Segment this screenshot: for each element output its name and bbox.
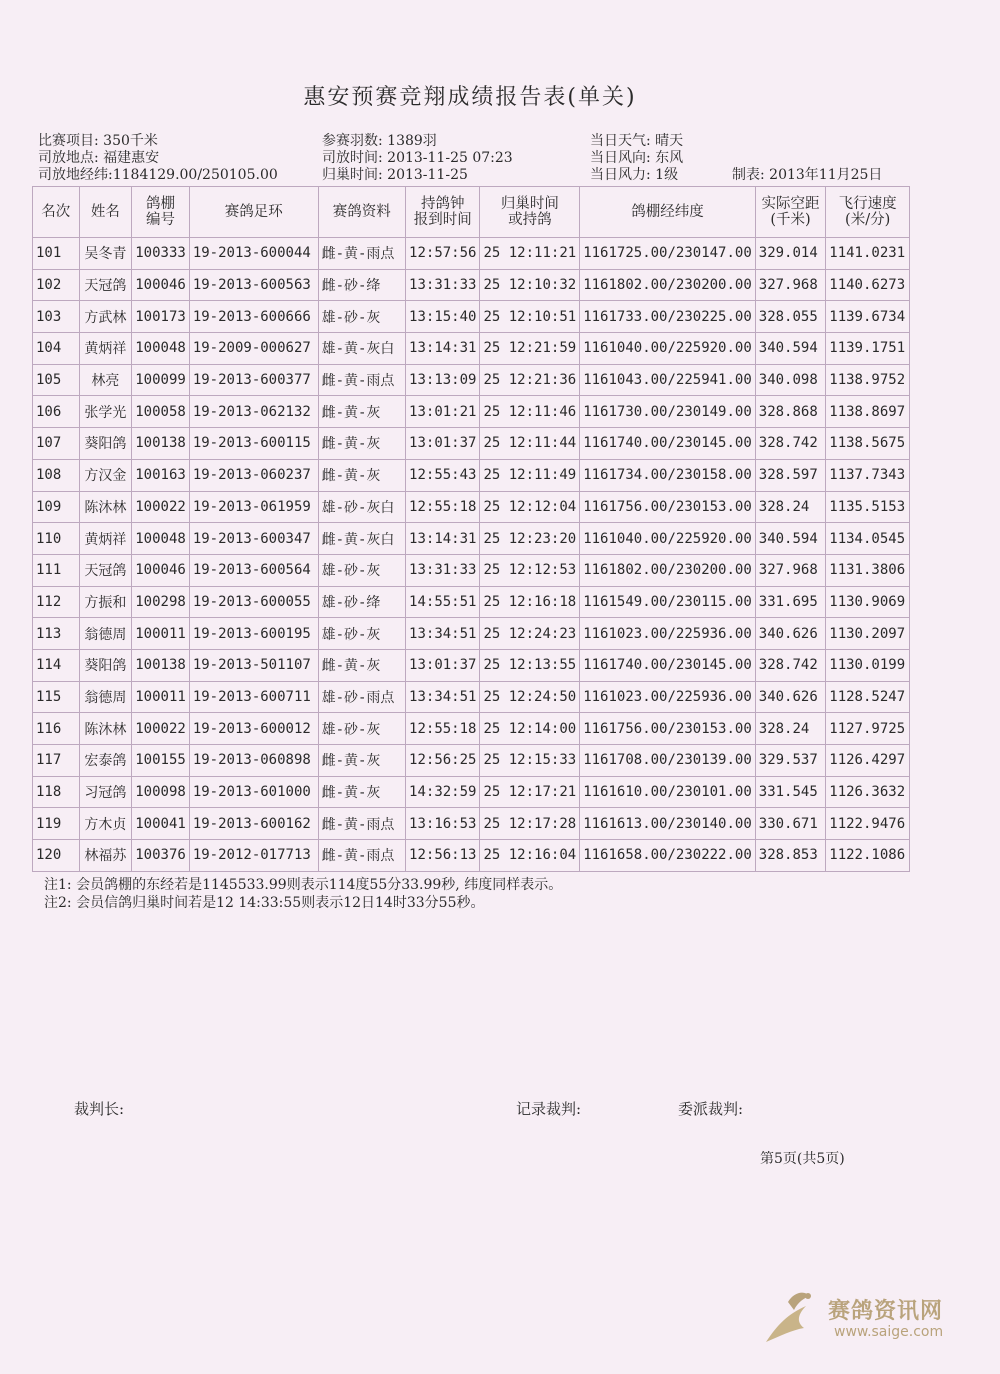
table-row [33, 840, 910, 872]
column-header-line: (米/分) [845, 212, 891, 228]
table-cell: 340.594 [755, 333, 826, 365]
table-cell: 张学光 [79, 396, 132, 428]
table-cell: 12:55:18 [406, 713, 480, 745]
table-cell: 329.014 [755, 238, 826, 270]
table-cell: 13:14:31 [406, 333, 480, 365]
table-cell: 1130.2097 [826, 618, 910, 650]
table-cell: 陈沐林 [79, 713, 132, 745]
table-cell: 328.742 [755, 428, 826, 460]
table-cell: 117 [33, 745, 80, 777]
table-cell: 19-2012-017713 [189, 840, 318, 872]
column-header-line: 赛鸽资料 [332, 204, 391, 220]
table-cell: 1140.6273 [826, 269, 910, 301]
column-header [406, 187, 480, 238]
table-body [33, 238, 910, 872]
table-cell: 119 [33, 808, 80, 840]
table-cell: 天冠鸽 [79, 269, 132, 301]
watermark-logo [758, 1284, 968, 1354]
table-cell: 19-2013-600564 [189, 554, 318, 586]
signature-recorder: 记录裁判: [516, 1100, 582, 1118]
table-cell: 陈沐林 [79, 491, 132, 523]
table-cell: 葵阳鸽 [79, 428, 132, 460]
table-header-row [33, 187, 910, 238]
table-cell: 100048 [132, 523, 190, 555]
table-cell: 13:01:21 [406, 396, 480, 428]
table-cell: 103 [33, 301, 80, 333]
table-cell: 116 [33, 713, 80, 745]
table-cell: 25 12:10:51 [480, 301, 580, 333]
table-cell: 1161740.00/230145.00 [580, 428, 756, 460]
table-cell: 天冠鸽 [79, 554, 132, 586]
table-cell: 12:55:18 [406, 491, 480, 523]
table-cell: 100041 [132, 808, 190, 840]
table-cell: 1161725.00/230147.00 [580, 238, 756, 270]
table-row [33, 776, 910, 808]
table-cell: 19-2013-060237 [189, 459, 318, 491]
table-cell: 25 12:12:53 [480, 554, 580, 586]
table-cell: 25 12:16:18 [480, 586, 580, 618]
table-cell: 12:56:25 [406, 745, 480, 777]
meta-return-time: 归巢时间: 2013-11-25 [322, 167, 468, 183]
table-cell: 1161756.00/230153.00 [580, 491, 756, 523]
table-cell: 25 12:10:32 [480, 269, 580, 301]
table-row [33, 745, 910, 777]
table-cell: 1122.1086 [826, 840, 910, 872]
table-cell: 19-2013-061959 [189, 491, 318, 523]
meta-location: 司放地点: 福建惠安 [38, 150, 160, 166]
column-header-line: 编号 [146, 212, 176, 228]
watermark-name: 赛鸽资讯网 [828, 1299, 944, 1324]
table-cell: 翁德周 [79, 618, 132, 650]
table-cell: 100046 [132, 554, 190, 586]
table-cell: 12:57:56 [406, 238, 480, 270]
table-cell: 雌-黄-灰 [318, 776, 405, 808]
column-header-line: 飞行速度 [838, 196, 897, 212]
table-cell: 19-2013-600115 [189, 428, 318, 460]
column-header [480, 187, 580, 238]
meta-coords: 司放地经纬:1184129.00/250105.00 [38, 167, 278, 183]
table-cell: 14:55:51 [406, 586, 480, 618]
table-cell: 1161610.00/230101.00 [580, 776, 756, 808]
signature-chief-judge: 裁判长: [74, 1100, 125, 1118]
column-header [580, 187, 756, 238]
table-cell: 25 12:14:00 [480, 713, 580, 745]
table-cell: 25 12:21:59 [480, 333, 580, 365]
table-cell: 1131.3806 [826, 554, 910, 586]
table-cell: 1161040.00/225920.00 [580, 523, 756, 555]
table-cell: 100098 [132, 776, 190, 808]
signature-delegate: 委派裁判: [678, 1100, 744, 1118]
table-cell: 13:14:31 [406, 523, 480, 555]
column-header-line: 持鸽钟 [421, 196, 465, 212]
table-cell: 雌-黄-灰 [318, 428, 405, 460]
table-cell: 19-2013-600055 [189, 586, 318, 618]
meta-weather: 当日天气: 晴天 [590, 133, 684, 149]
results-table [32, 186, 910, 872]
table-cell: 25 12:24:50 [480, 681, 580, 713]
table-cell: 340.626 [755, 618, 826, 650]
table-cell: 19-2013-600711 [189, 681, 318, 713]
table-row [33, 459, 910, 491]
table-cell: 黄炳祥 [79, 523, 132, 555]
column-header-line: 实际空距 [761, 196, 820, 212]
table-cell: 100298 [132, 586, 190, 618]
table-cell: 翁德周 [79, 681, 132, 713]
table-cell: 328.597 [755, 459, 826, 491]
table-cell: 107 [33, 428, 80, 460]
table-cell: 100163 [132, 459, 190, 491]
table-cell: 黄炳祥 [79, 333, 132, 365]
table-cell: 100173 [132, 301, 190, 333]
table-row [33, 491, 910, 523]
report-title: 惠安预赛竞翔成绩报告表(单关) [303, 85, 637, 110]
column-header [79, 187, 132, 238]
table-cell: 106 [33, 396, 80, 428]
table-cell: 25 12:11:21 [480, 238, 580, 270]
table-cell: 111 [33, 554, 80, 586]
table-cell: 1161756.00/230153.00 [580, 713, 756, 745]
column-header [189, 187, 318, 238]
table-cell: 327.968 [755, 554, 826, 586]
table-cell: 习冠鸽 [79, 776, 132, 808]
table-cell: 14:32:59 [406, 776, 480, 808]
column-header-line: 姓名 [90, 204, 120, 220]
note-1: 注1: 会员鸽棚的东经若是1145533.99则表示114度55分33.99秒, 纬度同样表示。 [44, 877, 563, 893]
table-cell: 林福苏 [79, 840, 132, 872]
table-cell: 1161802.00/230200.00 [580, 554, 756, 586]
table-cell: 1138.8697 [826, 396, 910, 428]
table-cell: 1122.9476 [826, 808, 910, 840]
table-cell: 327.968 [755, 269, 826, 301]
table-cell: 1127.9725 [826, 713, 910, 745]
table-cell: 19-2013-501107 [189, 649, 318, 681]
table-cell: 115 [33, 681, 80, 713]
table-cell: 雌-黄-灰白 [318, 523, 405, 555]
table-cell: 25 12:17:21 [480, 776, 580, 808]
column-header-line: 鸽棚经纬度 [631, 204, 704, 220]
table-row [33, 649, 910, 681]
table-cell: 1139.1751 [826, 333, 910, 365]
table-cell: 328.24 [755, 713, 826, 745]
column-header [33, 187, 80, 238]
table-cell: 100022 [132, 713, 190, 745]
table-cell: 328.868 [755, 396, 826, 428]
table-cell: 雌-黄-雨点 [318, 840, 405, 872]
column-header [132, 187, 190, 238]
column-header-line: 归巢时间 [500, 196, 559, 212]
table-cell: 100011 [132, 681, 190, 713]
table-cell: 雌-黄-灰 [318, 649, 405, 681]
table-row [33, 269, 910, 301]
table-cell: 118 [33, 776, 80, 808]
pigeon-logo-icon [758, 1284, 828, 1354]
table-cell: 25 12:11:46 [480, 396, 580, 428]
table-cell: 100022 [132, 491, 190, 523]
table-cell: 25 12:11:44 [480, 428, 580, 460]
table-cell: 1138.5675 [826, 428, 910, 460]
table-cell: 19-2013-062132 [189, 396, 318, 428]
table-cell: 13:16:53 [406, 808, 480, 840]
column-header-line: (千米) [770, 212, 811, 228]
table-cell: 100155 [132, 745, 190, 777]
table-cell: 100138 [132, 428, 190, 460]
table-cell: 328.24 [755, 491, 826, 523]
table-cell: 104 [33, 333, 80, 365]
table-cell: 1161040.00/225920.00 [580, 333, 756, 365]
table-row [33, 554, 910, 586]
table-cell: 330.671 [755, 808, 826, 840]
table-cell: 105 [33, 364, 80, 396]
table-cell: 吴冬青 [79, 238, 132, 270]
column-header-line: 名次 [41, 204, 71, 220]
table-cell: 13:34:51 [406, 618, 480, 650]
table-cell: 331.545 [755, 776, 826, 808]
table-cell: 雌-黄-雨点 [318, 364, 405, 396]
table-cell: 1161549.00/230115.00 [580, 586, 756, 618]
column-header-line: 鸽棚 [146, 196, 176, 212]
table-cell: 109 [33, 491, 80, 523]
table-cell: 12:55:43 [406, 459, 480, 491]
table-row [33, 396, 910, 428]
table-cell: 25 12:11:49 [480, 459, 580, 491]
table-cell: 19-2013-600666 [189, 301, 318, 333]
table-cell: 25 12:15:33 [480, 745, 580, 777]
table-cell: 19-2013-600347 [189, 523, 318, 555]
table-cell: 1161733.00/230225.00 [580, 301, 756, 333]
table-cell: 1138.9752 [826, 364, 910, 396]
table-cell: 1141.0231 [826, 238, 910, 270]
table-cell: 19-2013-600012 [189, 713, 318, 745]
table-cell: 13:31:33 [406, 554, 480, 586]
table-cell: 1161802.00/230200.00 [580, 269, 756, 301]
table-cell: 13:01:37 [406, 649, 480, 681]
note-2: 注2: 会员信鸽归巢时间若是12 14:33:55则表示12日14时33分55秒。 [44, 895, 485, 911]
table-cell: 雄-砂-灰 [318, 554, 405, 586]
table-cell: 1161734.00/230158.00 [580, 459, 756, 491]
table-cell: 雌-黄-雨点 [318, 808, 405, 840]
table-cell: 雄-黄-灰白 [318, 333, 405, 365]
table-cell: 宏泰鸽 [79, 745, 132, 777]
table-row [33, 333, 910, 365]
table-cell: 1135.5153 [826, 491, 910, 523]
table-cell: 1161023.00/225936.00 [580, 681, 756, 713]
table-cell: 方武林 [79, 301, 132, 333]
meta-event: 比赛项目: 350千米 [38, 133, 158, 149]
column-header [826, 187, 910, 238]
table-cell: 雌-黄-灰 [318, 459, 405, 491]
table-cell: 1161708.00/230139.00 [580, 745, 756, 777]
table-cell: 112 [33, 586, 80, 618]
table-cell: 雄-砂-灰 [318, 618, 405, 650]
table-cell: 100048 [132, 333, 190, 365]
table-cell: 19-2009-000627 [189, 333, 318, 365]
column-header [318, 187, 405, 238]
table-row [33, 238, 910, 270]
page-number: 第5页(共5页) [760, 1151, 845, 1167]
table-cell: 1130.0199 [826, 649, 910, 681]
table-cell: 雌-黄-灰 [318, 745, 405, 777]
table-cell: 100058 [132, 396, 190, 428]
table-cell: 19-2013-600195 [189, 618, 318, 650]
table-cell: 雄-砂-灰白 [318, 491, 405, 523]
table-cell: 1139.6734 [826, 301, 910, 333]
table-row [33, 681, 910, 713]
table-cell: 25 12:13:55 [480, 649, 580, 681]
meta-wind-force: 当日风力: 1级 [590, 167, 679, 183]
table-cell: 328.742 [755, 649, 826, 681]
table-cell: 19-2013-600044 [189, 238, 318, 270]
table-cell: 25 12:23:20 [480, 523, 580, 555]
table-cell: 120 [33, 840, 80, 872]
table-cell: 108 [33, 459, 80, 491]
table-cell: 13:31:33 [406, 269, 480, 301]
table-cell: 雄-砂-绛 [318, 586, 405, 618]
table-cell: 19-2013-600563 [189, 269, 318, 301]
table-cell: 25 12:21:36 [480, 364, 580, 396]
table-cell: 1130.9069 [826, 586, 910, 618]
meta-made-date: 制表: 2013年11月25日 [732, 167, 883, 183]
table-cell: 100138 [132, 649, 190, 681]
table-cell: 101 [33, 238, 80, 270]
table-cell: 雄-砂-灰 [318, 713, 405, 745]
table-cell: 1126.4297 [826, 745, 910, 777]
meta-entries: 参赛羽数: 1389羽 [322, 133, 437, 149]
table-cell: 雄-砂-灰 [318, 301, 405, 333]
table-cell: 12:56:13 [406, 840, 480, 872]
table-row [33, 808, 910, 840]
table-cell: 1128.5247 [826, 681, 910, 713]
table-cell: 340.626 [755, 681, 826, 713]
table-cell: 110 [33, 523, 80, 555]
table-cell: 1161740.00/230145.00 [580, 649, 756, 681]
table-cell: 1161023.00/225936.00 [580, 618, 756, 650]
column-header [755, 187, 826, 238]
table-cell: 雄-砂-雨点 [318, 681, 405, 713]
table-cell: 13:13:09 [406, 364, 480, 396]
table-row [33, 301, 910, 333]
table-cell: 1161613.00/230140.00 [580, 808, 756, 840]
table-cell: 林亮 [79, 364, 132, 396]
table-cell: 1161730.00/230149.00 [580, 396, 756, 428]
table-cell: 13:01:37 [406, 428, 480, 460]
column-header-line: 报到时间 [413, 212, 472, 228]
table-cell: 100046 [132, 269, 190, 301]
table-cell: 100011 [132, 618, 190, 650]
table-cell: 19-2013-600377 [189, 364, 318, 396]
notes [44, 876, 562, 912]
table-row [33, 364, 910, 396]
column-header-line: 赛鸽足环 [224, 204, 283, 220]
table-cell: 1161043.00/225941.00 [580, 364, 756, 396]
table-cell: 25 12:12:04 [480, 491, 580, 523]
table-cell: 100376 [132, 840, 190, 872]
table-cell: 340.098 [755, 364, 826, 396]
column-header-line: 或持鸽 [508, 212, 552, 228]
meta-release-time: 司放时间: 2013-11-25 07:23 [322, 150, 513, 166]
table-cell: 方木贞 [79, 808, 132, 840]
table-cell: 方振和 [79, 586, 132, 618]
table-cell: 102 [33, 269, 80, 301]
watermark-url: www.saige.com [834, 1324, 944, 1340]
table-row [33, 586, 910, 618]
table-cell: 1134.0545 [826, 523, 910, 555]
table-cell: 19-2013-600162 [189, 808, 318, 840]
meta-wind-dir: 当日风向: 东风 [590, 150, 684, 166]
table-cell: 25 12:24:23 [480, 618, 580, 650]
table-cell: 1137.7343 [826, 459, 910, 491]
table-cell: 雌-黄-灰 [318, 396, 405, 428]
table-cell: 雌-砂-绛 [318, 269, 405, 301]
table-row [33, 713, 910, 745]
table-cell: 雌-黄-雨点 [318, 238, 405, 270]
table-row [33, 428, 910, 460]
table-cell: 1126.3632 [826, 776, 910, 808]
table-row [33, 618, 910, 650]
table-cell: 25 12:16:04 [480, 840, 580, 872]
table-cell: 13:34:51 [406, 681, 480, 713]
table-cell: 葵阳鸽 [79, 649, 132, 681]
table-cell: 25 12:17:28 [480, 808, 580, 840]
table-cell: 100333 [132, 238, 190, 270]
table-cell: 329.537 [755, 745, 826, 777]
table-cell: 19-2013-601000 [189, 776, 318, 808]
table-cell: 13:15:40 [406, 301, 480, 333]
table-cell: 328.055 [755, 301, 826, 333]
table-cell: 331.695 [755, 586, 826, 618]
table-cell: 19-2013-060898 [189, 745, 318, 777]
table-cell: 113 [33, 618, 80, 650]
table-row [33, 523, 910, 555]
table-cell: 114 [33, 649, 80, 681]
table-cell: 100099 [132, 364, 190, 396]
table-cell: 1161658.00/230222.00 [580, 840, 756, 872]
table-cell: 328.853 [755, 840, 826, 872]
table-cell: 方汉金 [79, 459, 132, 491]
table-cell: 340.594 [755, 523, 826, 555]
